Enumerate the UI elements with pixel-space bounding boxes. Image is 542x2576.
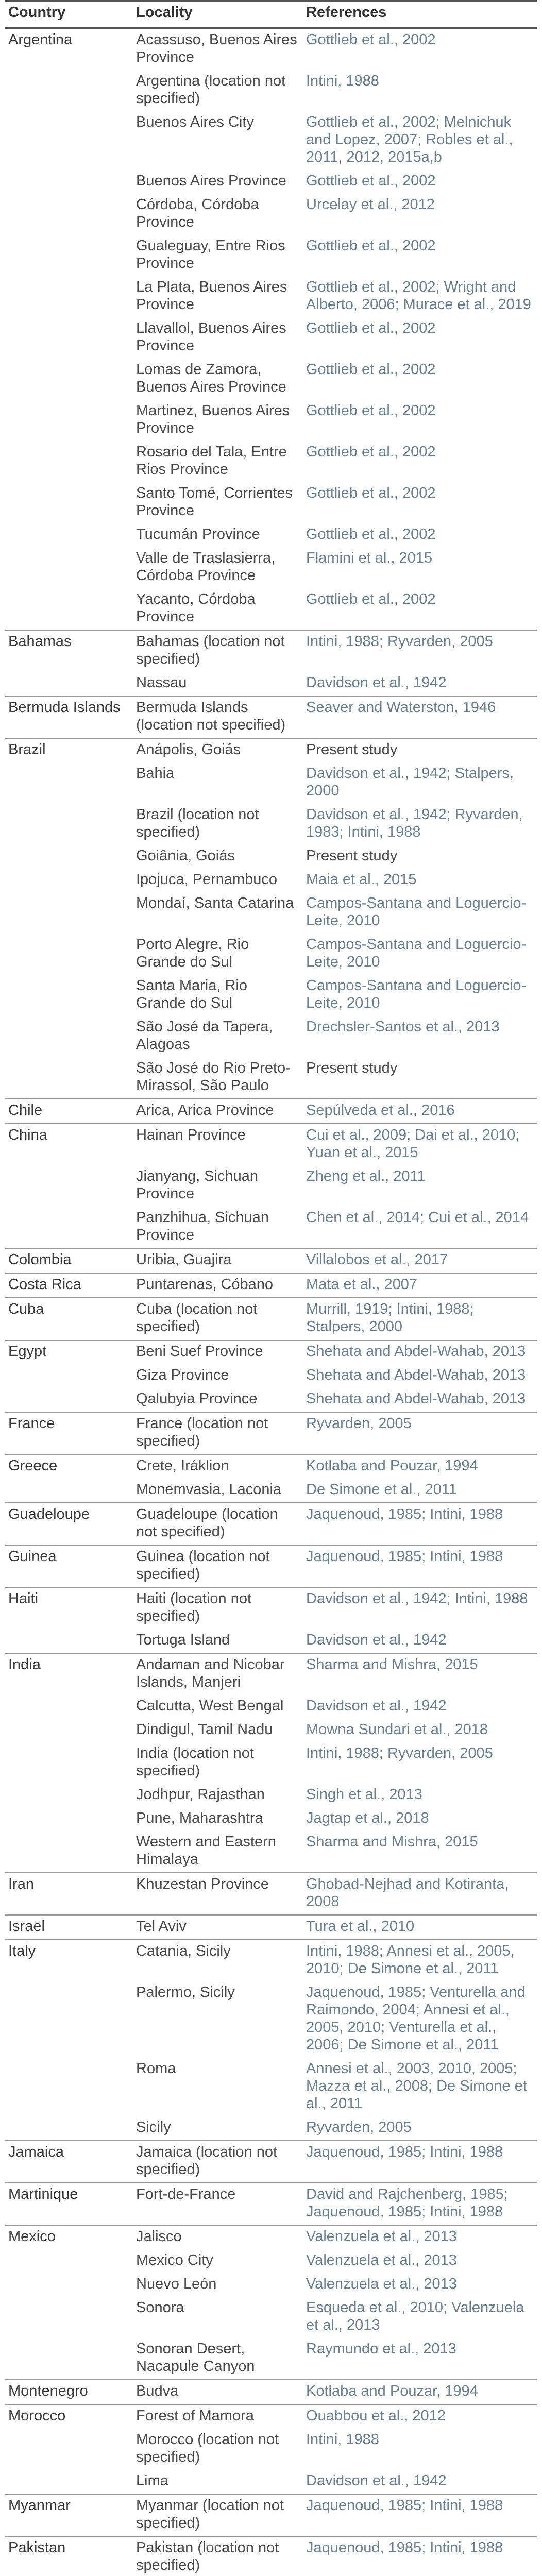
locality-cell: Forest of Mamora	[133, 2404, 303, 2429]
reference-cell: Gottlieb et al., 2002; Wright and Alberto, 2006; Murace et al., 2019	[306, 279, 531, 313]
locality-cell: Guadeloupe (location not specified)	[133, 1503, 303, 1545]
country-cell: Haiti	[5, 1587, 133, 1653]
locality-cell: Beni Suef Province	[133, 1340, 303, 1364]
reference-cell: Chen et al., 2014; Cui et al., 2014	[306, 1209, 529, 1226]
reference-cell: Shehata and Abdel-Wahab, 2013	[303, 1340, 537, 1364]
table-row	[5, 2141, 537, 2183]
country-cell: Jamaica	[5, 2141, 133, 2183]
locality-cell: Argentina (location not specified)	[136, 73, 286, 107]
reference-cell: Singh et al., 2013	[306, 1786, 422, 1803]
country-cell: Montenegro	[5, 2380, 133, 2404]
table-row	[5, 1298, 537, 1340]
reference-cell: Kotlaba and Pouzar, 1994	[303, 2380, 537, 2404]
locality-cell: Santa Maria, Rio Grande do Sul	[136, 977, 247, 1011]
locality-cell: Andaman and Nicobar Islands, Manjeri	[133, 1653, 303, 1695]
locality-cell: Panzhihua, Sichuan Province	[136, 1209, 269, 1243]
locality-cell: Dindigul, Tamil Nadu	[136, 1721, 273, 1738]
reference-cell: Present study	[303, 738, 537, 762]
country-cell: Chile	[5, 1099, 133, 1124]
reference-cell: Davidson et al., 1942; Ryvarden, 1983; Intini, 1988	[306, 806, 523, 840]
reference-cell: Urcelay et al., 2012	[306, 196, 435, 213]
locality-cell: Martinez, Buenos Aires Province	[136, 402, 290, 436]
table-row	[5, 1412, 537, 1454]
country-cell: Bahamas	[5, 630, 133, 696]
locality-cell: Porto Alegre, Rio Grande do Sul	[136, 936, 249, 970]
locality-cell: Tel Aviv	[133, 1915, 303, 1940]
locality-cell: Pune, Maharashtra	[136, 1810, 263, 1826]
table-row	[5, 1873, 537, 1915]
reference-cell: Gottlieb et al., 2002	[306, 31, 436, 48]
reference-cell: Davidson et al., 1942; Intini, 1988	[303, 1587, 537, 1629]
locality-cell: Pakistan (location not specified)	[133, 2536, 303, 2576]
reference-cell: Zheng et al., 2011	[306, 1168, 426, 1184]
country-cell: China	[5, 1124, 133, 1248]
country-cell: Iran	[5, 1873, 133, 1915]
reference-cell: Gottlieb et al., 2002	[306, 361, 436, 378]
country-cell: Mexico	[5, 2225, 133, 2380]
reference-cell: Raymundo et al., 2013	[306, 2341, 456, 2357]
header-references: References	[303, 1, 537, 28]
table-row	[5, 2404, 537, 2429]
reference-cell: Jagtap et al., 2018	[306, 1810, 429, 1826]
locality-cell: La Plata, Buenos Aires Province	[136, 279, 287, 313]
reference-cell: Jaquenoud, 1985; Venturella and Raimondo, 2004; Annesi et al., 2005, 2010; Venturella et al., 2006; De Simone et al., 2011	[306, 1984, 526, 2053]
locality-cell: Santo Tomé, Corrientes Province	[136, 485, 293, 519]
table-row	[5, 2380, 537, 2404]
country-cell: Costa Rica	[5, 1273, 133, 1298]
country-cell: Italy	[5, 1940, 133, 2141]
reference-cell: Intini, 1988	[306, 73, 379, 89]
table-row	[5, 1454, 537, 1479]
table-row	[5, 738, 537, 762]
country-cell: Guadeloupe	[5, 1503, 133, 1545]
table-row	[5, 1503, 537, 1545]
locality-cell: Gualeguay, Entre Rios Province	[136, 238, 285, 272]
table-row	[5, 1099, 537, 1124]
reference-cell: Gottlieb et al., 2002; Melnichuk and Lopez, 2007; Robles et al., 2011, 2012, 2015a,b	[306, 114, 513, 165]
reference-cell: Jaquenoud, 1985; Intini, 1988	[303, 2494, 537, 2536]
reference-cell: Jaquenoud, 1985; Intini, 1988	[303, 1545, 537, 1587]
country-cell: Argentina	[8, 31, 73, 48]
reference-cell: Seaver and Waterston, 1946	[303, 696, 537, 738]
locality-cell: Jalisco	[133, 2225, 303, 2249]
reference-cell: Valenzuela et al., 2013	[306, 2276, 457, 2292]
reference-cell: Sepúlveda et al., 2016	[303, 1099, 537, 1124]
locality-cell: Buenos Aires Province	[136, 173, 286, 189]
locality-cell: Uribia, Guajira	[133, 1248, 303, 1273]
reference-cell: Tura et al., 2010	[303, 1915, 537, 1940]
reference-cell: Intini, 1988; Annesi et al., 2005, 2010; De Simone et al., 2011	[303, 1940, 537, 1981]
locality-cell: Puntarenas, Cóbano	[133, 1273, 303, 1298]
locality-cell: Tortuga Island	[136, 1632, 230, 1648]
locality-cell: Giza Province	[136, 1367, 229, 1383]
reference-cell: Davidson et al., 1942	[306, 674, 447, 691]
locality-cell: Acassuso, Buenos Aires Province	[136, 31, 297, 65]
header-country: Country	[5, 1, 133, 28]
reference-cell: Gottlieb et al., 2002	[306, 320, 436, 336]
reference-cell: Jaquenoud, 1985; Intini, 1988	[303, 2141, 537, 2183]
locality-cell: Monemvasia, Laconia	[136, 1481, 282, 1498]
locality-cell: Nassau	[136, 674, 187, 691]
header-row	[5, 1, 537, 28]
locality-cell: Jodhpur, Rajasthan	[136, 1786, 265, 1803]
reference-cell: Villalobos et al., 2017	[303, 1248, 537, 1273]
reference-cell: Campos-Santana and Loguercio-Leite, 2010	[306, 936, 527, 970]
locality-cell: Valle de Traslasierra, Córdoba Province	[136, 550, 276, 584]
reference-cell: Drechsler-Santos et al., 2013	[306, 1019, 500, 1035]
reference-cell: Valenzuela et al., 2013	[303, 2225, 537, 2249]
reference-cell: Present study	[306, 848, 398, 864]
locality-cell: Western and Eastern Himalaya	[136, 1834, 276, 1868]
reference-cell: Annesi et al., 2003, 2010, 2005; Mazza et al., 2008; De Simone et al., 2011	[306, 2060, 527, 2112]
header-locality: Locality	[133, 1, 303, 28]
table-row	[5, 1124, 537, 1165]
reference-cell: Davidson et al., 1942	[306, 1632, 447, 1648]
locality-cell: Cuba (location not specified)	[133, 1298, 303, 1340]
locality-cell: Lomas de Zamora, Buenos Aires Province	[136, 361, 286, 395]
reference-cell: David and Rajchenberg, 1985; Jaquenoud, 1985; Intini, 1988	[303, 2183, 537, 2225]
table-row	[5, 1340, 537, 1364]
reference-cell: Campos-Santana and Loguercio-Leite, 2010	[306, 895, 527, 929]
locality-cell: Goiânia, Goiás	[136, 848, 235, 864]
country-cell: Pakistan	[5, 2536, 133, 2576]
table-row	[5, 1940, 537, 1981]
reference-cell: Present study	[306, 1060, 398, 1076]
country-cell: Colombia	[5, 1248, 133, 1273]
reference-cell: Gottlieb et al., 2002	[306, 402, 436, 419]
reference-cell: Jaquenoud, 1985; Intini, 1988	[303, 1503, 537, 1545]
reference-cell: Ghobad-Nejhad and Kotiranta, 2008	[303, 1873, 537, 1915]
reference-cell: Ryvarden, 2005	[306, 2119, 412, 2136]
locality-cell: Tucumán Province	[136, 526, 260, 543]
locality-cell: Budva	[133, 2380, 303, 2404]
locality-cell: Sonora	[136, 2299, 184, 2316]
country-cell: Martinique	[5, 2183, 133, 2225]
reference-cell: Davidson et al., 1942	[306, 1698, 447, 1714]
reference-cell: De Simone et al., 2011	[306, 1481, 457, 1498]
locality-cell: Jianyang, Sichuan Province	[136, 1168, 258, 1202]
table-body	[5, 28, 537, 2576]
reference-cell: Jaquenoud, 1985; Intini, 1988	[303, 2536, 537, 2576]
table-row	[5, 2536, 537, 2576]
locality-cell: Mondaí, Santa Catarina	[136, 895, 294, 911]
locality-cell: Arica, Arica Province	[133, 1099, 303, 1124]
locality-cell: Rosario del Tala, Entre Rios Province	[136, 444, 287, 478]
reference-cell: Campos-Santana and Loguercio-Leite, 2010	[306, 977, 527, 1011]
reference-cell: Shehata and Abdel-Wahab, 2013	[306, 1367, 526, 1383]
reference-cell: Intini, 1988; Ryvarden, 2005	[303, 630, 537, 672]
locality-cell: Jamaica (location not specified)	[133, 2141, 303, 2183]
locality-cell: Hainan Province	[133, 1124, 303, 1165]
reference-cell: Ouabbou et al., 2012	[303, 2404, 537, 2429]
records-table	[5, 0, 537, 2576]
reference-cell: Davidson et al., 1942	[306, 2472, 447, 2489]
locality-cell: São José da Tapera, Alagoas	[136, 1019, 273, 1053]
locality-cell: Palermo, Sicily	[136, 1984, 235, 2001]
locality-cell: Roma	[136, 2060, 176, 2077]
country-cell: Greece	[5, 1454, 133, 1503]
table-row	[5, 2494, 537, 2536]
table-row	[5, 1653, 537, 1695]
locality-cell: Sonoran Desert, Nacapule Canyon	[136, 2341, 255, 2375]
locality-cell: Crete, Iráklion	[133, 1454, 303, 1479]
locality-cell: Bermuda Islands (location not specified)	[133, 696, 303, 738]
reference-cell: Davidson et al., 1942; Stalpers, 2000	[306, 765, 514, 799]
reference-cell: Esqueda et al., 2010; Valenzuela et al., 2013	[306, 2299, 524, 2333]
locality-cell: Fort-de-France	[133, 2183, 303, 2225]
reference-cell: Sharma and Mishra, 2015	[306, 1834, 478, 1850]
locality-cell: India (location not specified)	[136, 1745, 254, 1779]
locality-cell: Mexico City	[136, 2252, 213, 2268]
country-cell: Myanmar	[5, 2494, 133, 2536]
table-row	[5, 630, 537, 672]
country-cell: India	[5, 1653, 133, 1873]
reference-cell: Gottlieb et al., 2002	[306, 591, 436, 607]
table-row	[5, 2183, 537, 2225]
locality-cell: Sicily	[136, 2119, 171, 2136]
country-cell: Israel	[5, 1915, 133, 1940]
locality-cell: Bahamas (location not specified)	[133, 630, 303, 672]
locality-cell: Llavallol, Buenos Aires Province	[136, 320, 286, 354]
locality-cell: Guinea (location not specified)	[133, 1545, 303, 1587]
locality-cell: Morocco (location not specified)	[136, 2431, 279, 2465]
country-cell: Egypt	[5, 1340, 133, 1412]
reference-cell: Cui et al., 2009; Dai et al., 2010; Yuan et al., 2015	[303, 1124, 537, 1165]
locality-cell: Yacanto, Córdoba Province	[136, 591, 256, 625]
locality-cell: Calcutta, West Bengal	[136, 1698, 284, 1714]
reference-cell: Maia et al., 2015	[306, 871, 417, 888]
table-row	[5, 2225, 537, 2249]
reference-cell: Ryvarden, 2005	[303, 1412, 537, 1454]
locality-cell: Catania, Sicily	[133, 1940, 303, 1981]
reference-cell: Kotlaba and Pouzar, 1994	[303, 1454, 537, 1479]
reference-cell: Intini, 1988; Ryvarden, 2005	[306, 1745, 493, 1761]
locality-cell: Buenos Aires City	[136, 114, 254, 130]
table-row	[5, 1545, 537, 1587]
reference-cell: Shehata and Abdel-Wahab, 2013	[306, 1391, 526, 1407]
table-row	[5, 1915, 537, 1940]
reference-cell: Flamini et al., 2015	[306, 550, 433, 566]
reference-cell: Mowna Sundari et al., 2018	[306, 1721, 488, 1738]
locality-cell: Myanmar (location not specified)	[133, 2494, 303, 2536]
locality-cell: Brazil (location not specified)	[136, 806, 259, 840]
locality-cell: Khuzestan Province	[133, 1873, 303, 1915]
reference-cell: Gottlieb et al., 2002	[306, 485, 436, 501]
locality-cell: Lima	[136, 2472, 168, 2489]
reference-cell: Gottlieb et al., 2002	[306, 238, 436, 254]
reference-cell: Murrill, 1919; Intini, 1988; Stalpers, 2000	[303, 1298, 537, 1340]
country-cell: Cuba	[5, 1298, 133, 1340]
country-cell: Guinea	[5, 1545, 133, 1587]
reference-cell: Intini, 1988	[306, 2431, 379, 2448]
table-row	[5, 696, 537, 738]
locality-cell: Bahia	[136, 765, 175, 782]
locality-cell: São José do Rio Preto-Mirassol, São Paulo	[136, 1060, 291, 1094]
country-cell: France	[5, 1412, 133, 1454]
locality-cell: Haiti (location not specified)	[133, 1587, 303, 1629]
locality-cell: Córdoba, Córdoba Province	[136, 196, 259, 230]
table-row	[5, 28, 537, 71]
country-cell: Morocco	[5, 2404, 133, 2494]
table-row	[5, 1587, 537, 1629]
reference-cell: Valenzuela et al., 2013	[306, 2252, 457, 2268]
reference-cell: Gottlieb et al., 2002	[306, 526, 436, 543]
locality-cell: Anápolis, Goiás	[133, 738, 303, 762]
locality-cell: France (location not specified)	[133, 1412, 303, 1454]
table-row	[5, 1248, 537, 1273]
reference-cell: Gottlieb et al., 2002	[306, 444, 436, 460]
locality-cell: Ipojuca, Pernambuco	[136, 871, 278, 888]
reference-cell: Mata et al., 2007	[303, 1273, 537, 1298]
reference-cell: Sharma and Mishra, 2015	[303, 1653, 537, 1695]
locality-cell: Nuevo León	[136, 2276, 217, 2292]
country-cell: Bermuda Islands	[5, 696, 133, 738]
country-cell: Brazil	[5, 738, 133, 1099]
locality-cell: Qalubyia Province	[136, 1391, 258, 1407]
reference-cell: Gottlieb et al., 2002	[306, 173, 436, 189]
table-row	[5, 1273, 537, 1298]
